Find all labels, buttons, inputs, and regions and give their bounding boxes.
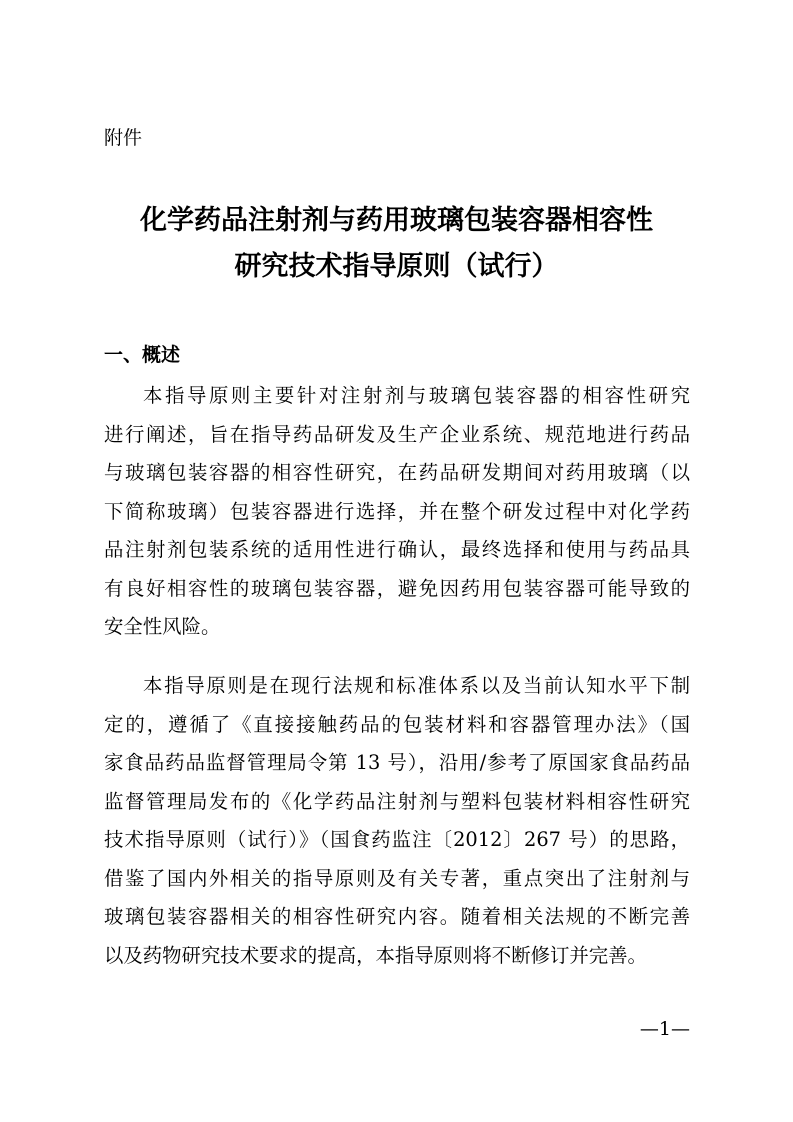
paragraph-1-line: 安全性风险。 [104, 615, 221, 638]
paragraph-2-line: 本指导原则是在现行法规和标准体系以及当前认知水平下制 [143, 674, 690, 697]
paragraph-2-line: 家食品药品监督管理局令第 13 号），沿用/参考了原国家食品药品 [104, 751, 690, 774]
paragraph-1-line: 品注射剂包装系统的适用性进行确认，最终选择和使用与药品具 [104, 538, 690, 561]
attachment-label: 附件 [104, 127, 143, 149]
paragraph-2-line: 定的，遵循了《直接接触药品的包装材料和容器管理办法》（国 [104, 712, 690, 736]
document-title-line-1: 化学药品注射剂与药用玻璃包装容器相容性 [140, 205, 653, 236]
paragraph-2-line: 技术指导原则（试行）》（国食药监注〔2012〕267 号）的思路， [104, 828, 690, 851]
paragraph-1-line: 下简称玻璃）包装容器进行选择，并在整个研发过程中对化学药 [104, 499, 690, 523]
paragraph-1-line: 有良好相容性的玻璃包装容器，避免因药用包装容器可能导致的 [104, 576, 690, 600]
paragraph-1-line: 进行阐述，旨在指导药品研发及生产企业系统、规范地进行药品 [104, 422, 690, 446]
paragraph-1-line: 与玻璃包装容器的相容性研究，在药品研发期间对药用玻璃（以 [104, 461, 690, 484]
paragraph-2-line: 监督管理局发布的《化学药品注射剂与塑料包装材料相容性研究 [104, 789, 690, 813]
page-number: —1— [639, 1018, 690, 1040]
paragraph-2-line: 玻璃包装容器相关的相容性研究内容。随着相关法规的不断完善 [104, 905, 690, 928]
paragraph-1-line: 本指导原则主要针对注射剂与玻璃包装容器的相容性研究 [143, 384, 690, 407]
paragraph-2-line: 以及药物研究技术要求的提高，本指导原则将不断修订并完善。 [104, 943, 647, 967]
paragraph-1 [104, 377, 690, 647]
document-title-line-2: 研究技术指导原则（试行） [234, 251, 559, 282]
paragraph-2 [104, 667, 690, 975]
section-heading-overview: 一、概述 [104, 344, 181, 366]
paragraph-2-line: 借鉴了国内外相关的指导原则及有关专著，重点突出了注射剂与 [104, 866, 690, 890]
